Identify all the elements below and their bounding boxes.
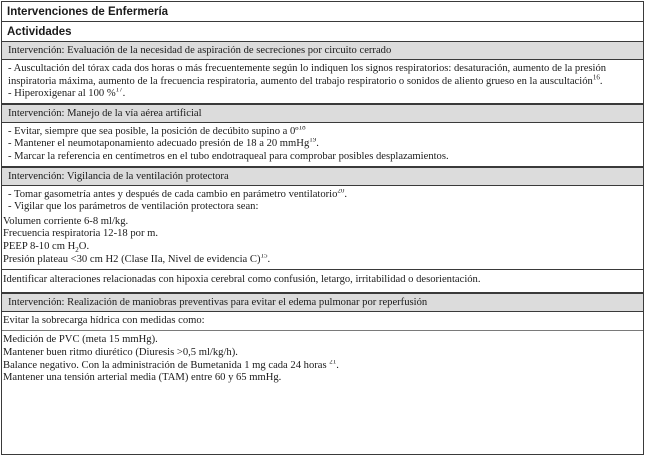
table-title: Intervenciones de Enfermería (2, 2, 643, 22)
measure-balance: Balance negativo. Con la administración de Bumetanida 1 mg cada 24 horas $^{21}$. (3, 359, 339, 371)
ventilation-parameters (2, 216, 643, 269)
section-1-title: Intervención: Evaluación de la necesidad de aspiración de secreciones por circuito cerrado (2, 42, 643, 60)
section-2-title: Intervención: Manejo de la vía aérea artificial (2, 103, 643, 123)
section-4-measures (2, 330, 643, 386)
list-item: - Vigilar que los parámetros de ventilación protectora sean: (8, 201, 259, 213)
section-4-lead: Evitar la sobrecarga hídrica con medidas como: (3, 314, 205, 326)
list-item: - Evitar, siempre que sea posible, la posición de decúbito supino a 0º$^{18}$ (8, 125, 306, 137)
param-frecuencia: Frecuencia respiratoria 12-18 por m. (3, 228, 159, 240)
measure-diuresis: Mantener buen ritmo diurético (Diuresis >0,5 ml/kg/h). (3, 346, 238, 358)
measure-pvc: Medición de PVC (meta 15 mmHg). (3, 334, 158, 346)
list-item: - Hiperoxigenar al 100 %$^{17}$. (8, 88, 126, 100)
section-2-body (2, 123, 643, 166)
list-item: - Mantener el neumotaponamiento adecuado presión de 18 a 20 mmHg$^{19}$. (8, 138, 319, 150)
param-volumen: Volumen corriente 6-8 ml/kg. (3, 215, 129, 227)
nursing-interventions-table (1, 1, 644, 455)
list-item: - Marcar la referencia en centímetros en el tubo endotraqueal para comprobar posibles desplazamientos. (8, 150, 449, 162)
param-peep: PEEP 8-10 cm $H_2O$. (3, 240, 90, 254)
section-3-body (2, 186, 643, 216)
measure-tam: Mantener una tensión arterial media (TAM) entre 60 y 65 mmHg. (3, 372, 282, 384)
list-item: - Auscultación del tórax cada dos horas o más frecuentemente según lo indiquen los signos respiratorios: desaturación, aumento de la presión inspiratoria máxima, aumento de la frecuencia respiratoria, aumento del trabajo respiratorio o sonidos de aliento grueso en la auscultación$^{16}$. (8, 63, 607, 87)
param-plateau: Presión plateau <30 cm H2 (Clase IIa, Nivel de evidencia C)$^{15}$. (3, 253, 271, 265)
list-item: - Tomar gasometría antes y después de cada cambio en parámetro ventilatorio$^{20}$. (8, 188, 348, 200)
section-1-body (2, 60, 643, 103)
table-subtitle: Actividades (2, 22, 643, 42)
section-3-title: Intervención: Vigilancia de la ventilación protectora (2, 166, 643, 186)
section-4-title: Intervención: Realización de maniobras preventivas para evitar el edema pulmonar por reperfusión (2, 292, 643, 312)
section-3-note: Identificar alteraciones relacionadas con hipoxia cerebral como confusión, letargo, irritabilidad o desorientación. (2, 269, 643, 292)
